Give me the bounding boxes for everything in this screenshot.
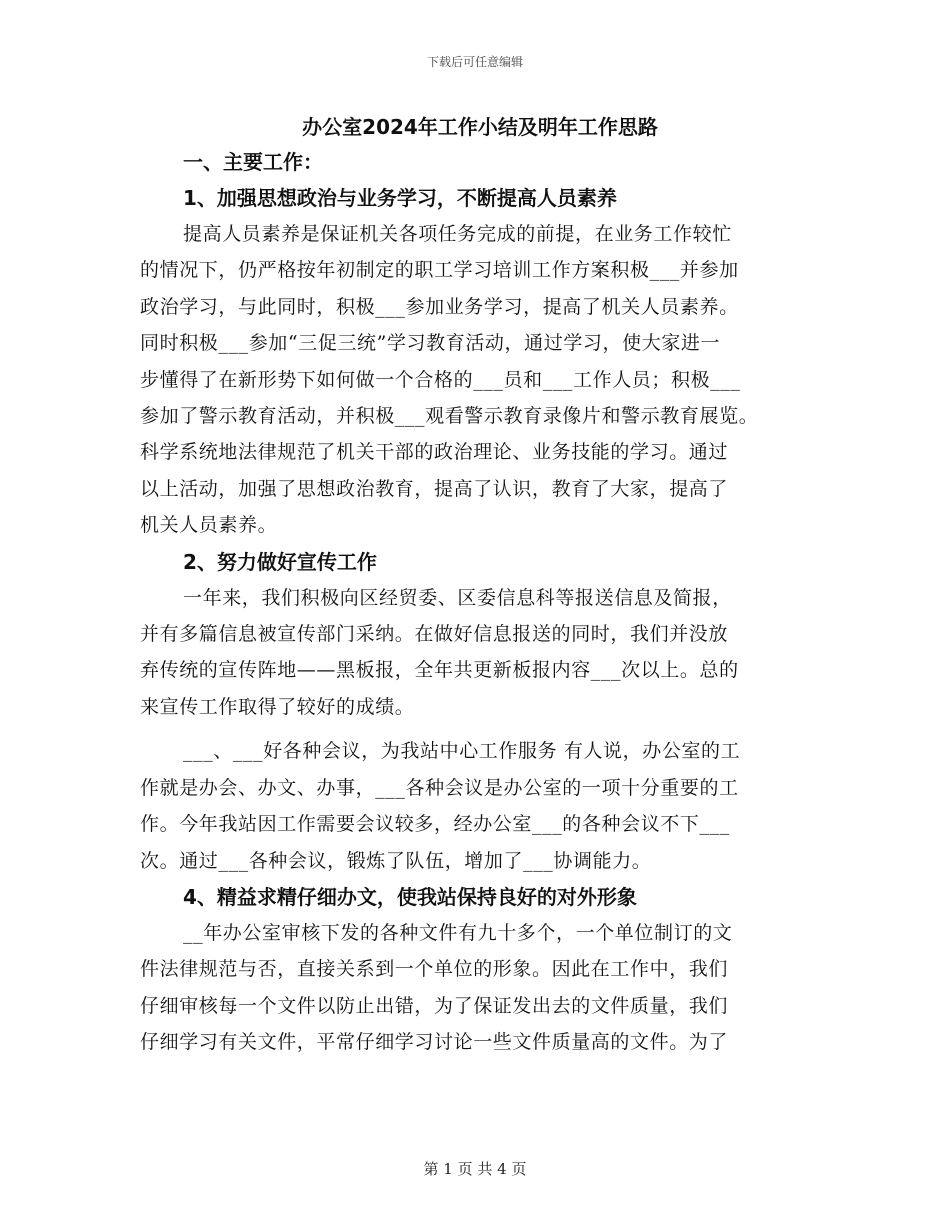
subsection-heading-1: 1、加强思想政治与业务学习，不断提高人员素养 — [183, 186, 617, 210]
paragraph-line: 并有多篇信息被宣传部门采纳。在做好信息报送的同时，我们并没放 — [140, 623, 729, 646]
paragraph-line: 一年来，我们积极向区经贸委、区委信息科等报送信息及简报， — [183, 586, 732, 609]
paragraph-line: 弃传统的宣传阵地——黑板报，全年共更新板报内容___次以上。总的 — [140, 659, 739, 682]
paragraph-line: 同时积极___参加“三促三统”学习教育活动，通过学习，使大家进一 — [140, 332, 721, 355]
section-heading-main-work: 一、主要工作： — [183, 150, 323, 174]
paragraph-line: 科学系统地法律规范了机关干部的政治理论、业务技能的学习。通过 — [140, 441, 729, 464]
paragraph-1 — [140, 216, 820, 544]
paragraph-4 — [140, 915, 820, 1061]
paragraph-line: __年办公室审核下发的各种文件有九十多个，一个单位制订的文 — [183, 921, 733, 944]
paragraph-line: 仔细学习有关文件，平常仔细学习讨论一些文件质量高的文件。为了 — [140, 1031, 729, 1054]
paragraph-line: 作就是办会、办文、办事，___各种会议是办公室的一项十分重要的工 — [140, 776, 739, 799]
page-header-note: 下载后可任意编辑 — [426, 55, 523, 69]
paragraph-line: 的情况下，仍严格按年初制定的职工学习培训工作方案积极___并参加 — [140, 259, 739, 282]
paragraph-line: 仔细审核每一个文件以防止出错，为了保证发出去的文件质量，我们 — [140, 994, 729, 1017]
paragraph-line: 提高人员素养是保证机关各项任务完成的前提，在业务工作较忙 — [183, 223, 732, 245]
paragraph-line: 步懂得了在新形势下如何做一个合格的___员和___工作人员；积极___ — [140, 368, 741, 391]
page-number: 第 1 页 共 4 页 — [423, 1160, 527, 1178]
document-title: 办公室2024年工作小结及明年工作思路 — [302, 115, 658, 139]
paragraph-line: 来宣传工作取得了较好的成绩。 — [140, 695, 415, 718]
paragraph-2 — [140, 580, 820, 726]
subsection-heading-4: 4、精益求精仔细办文，使我站保持良好的对外形象 — [183, 884, 637, 909]
paragraph-line: 作。今年我站因工作需要会议较多，经办公室___的各种会议不下___ — [140, 813, 730, 836]
subsection-heading-2: 2、努力做好宣传工作 — [183, 549, 377, 574]
paragraph-line: 政治学习，与此同时，积极___参加业务学习，提高了机关人员素养。 — [140, 295, 739, 318]
paragraph-line: 机关人员素养。 — [140, 514, 278, 537]
paragraph-3 — [140, 733, 820, 879]
paragraph-line: 件法律规范与否，直接关系到一个单位的形象。因此在工作中，我们 — [140, 958, 729, 981]
paragraph-line: ___、___好各种会议，为我站中心工作服务 有人说，办公室的工 — [183, 740, 741, 763]
paragraph-line: 参加了警示教育活动，并积极___观看警示教育录像片和警示教育展览。 — [140, 405, 759, 428]
paragraph-line: 次。通过___各种会议，锻炼了队伍，增加了___协调能力。 — [140, 849, 652, 872]
document-body — [140, 110, 820, 1061]
paragraph-line: 以上活动，加强了思想政治教育，提高了认识，教育了大家，提高了 — [140, 477, 729, 500]
